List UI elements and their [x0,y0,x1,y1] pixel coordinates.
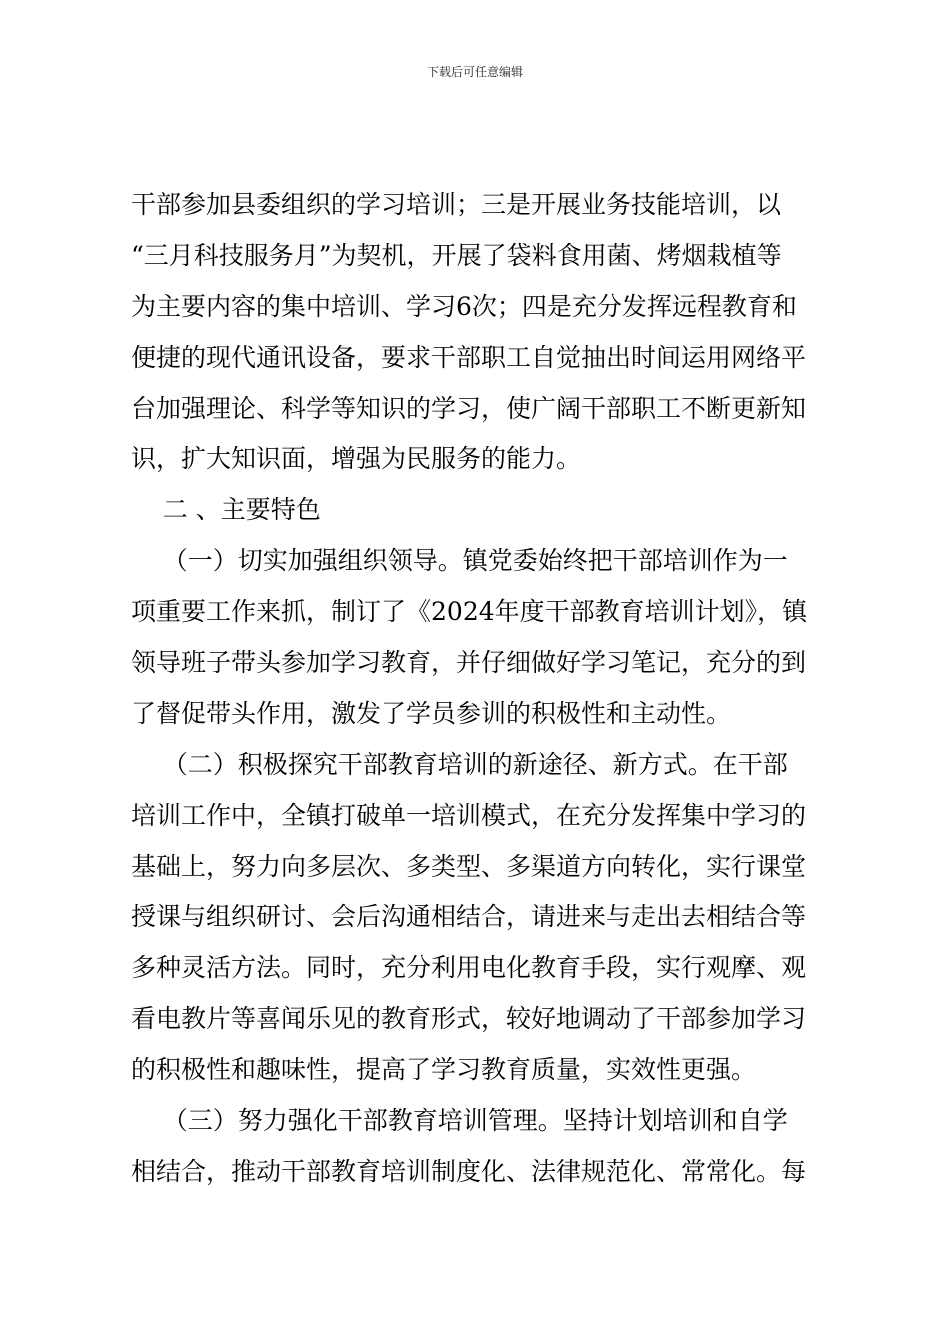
text-line: 便捷的现代通讯设备，要求干部职工自觉抽出时间运用网络平 [131,342,807,372]
text-line: 了督促带头作用，激发了学员参训的积极性和主动性。 [131,698,732,728]
text-line: 培训工作中，全镇打破单一培训模式，在充分发挥集中学习的 [131,800,807,830]
text-line: 的积极性和趣味性，提高了学习教育质量，实效性更强。 [131,1055,757,1085]
text-line: （一）切实加强组织领导。镇党委始终把干部培训作为一 [131,546,788,576]
text-line: 台加强理论、科学等知识的学习，使广阔干部职工不断更新知 [131,393,807,423]
text-line: 识，扩大知识面，增强为民服务的能力。 [131,444,582,474]
text-line: “三月科技服务月”为契机，开展了袋料食用菌、烤烟栽植等 [131,240,782,270]
text-line: 多种灵活方法。同时，充分利用电化教育手段，实行观摩、观 [131,953,807,983]
text-line: （三）努力强化干部教育培训管理。坚持计划培训和自学 [131,1106,788,1136]
document-body [131,180,831,1198]
text-line: 基础上，努力向多层次、多类型、多渠道方向转化，实行课堂 [131,851,807,881]
text-line: 授课与组织研讨、会后沟通相结合，请进来与走出去相结合等 [131,902,807,932]
section-heading: 二 、主要特色 [131,495,321,525]
text-line: 项重要工作来抓，制订了《2024年度干部教育培训计划》，镇 [131,597,808,627]
text-line: 为主要内容的集中培训、学习6次；四是充分发挥远程教育和 [131,291,797,321]
text-line: 相结合，推动干部教育培训制度化、法律规范化、常常化。每 [131,1156,807,1186]
text-line: 领导班子带头参加学习教育，并仔细做好学习笔记，充分的到 [131,648,807,678]
text-line: 看电教片等喜闻乐见的教育形式，较好地调动了干部参加学习 [131,1004,807,1034]
text-line: （二）积极探究干部教育培训的新途径、新方式。在干部 [131,749,788,779]
text-line: 干部参加县委组织的学习培训；三是开展业务技能培训，以 [131,190,782,219]
page-header: 下载后可任意编辑 [426,65,523,79]
